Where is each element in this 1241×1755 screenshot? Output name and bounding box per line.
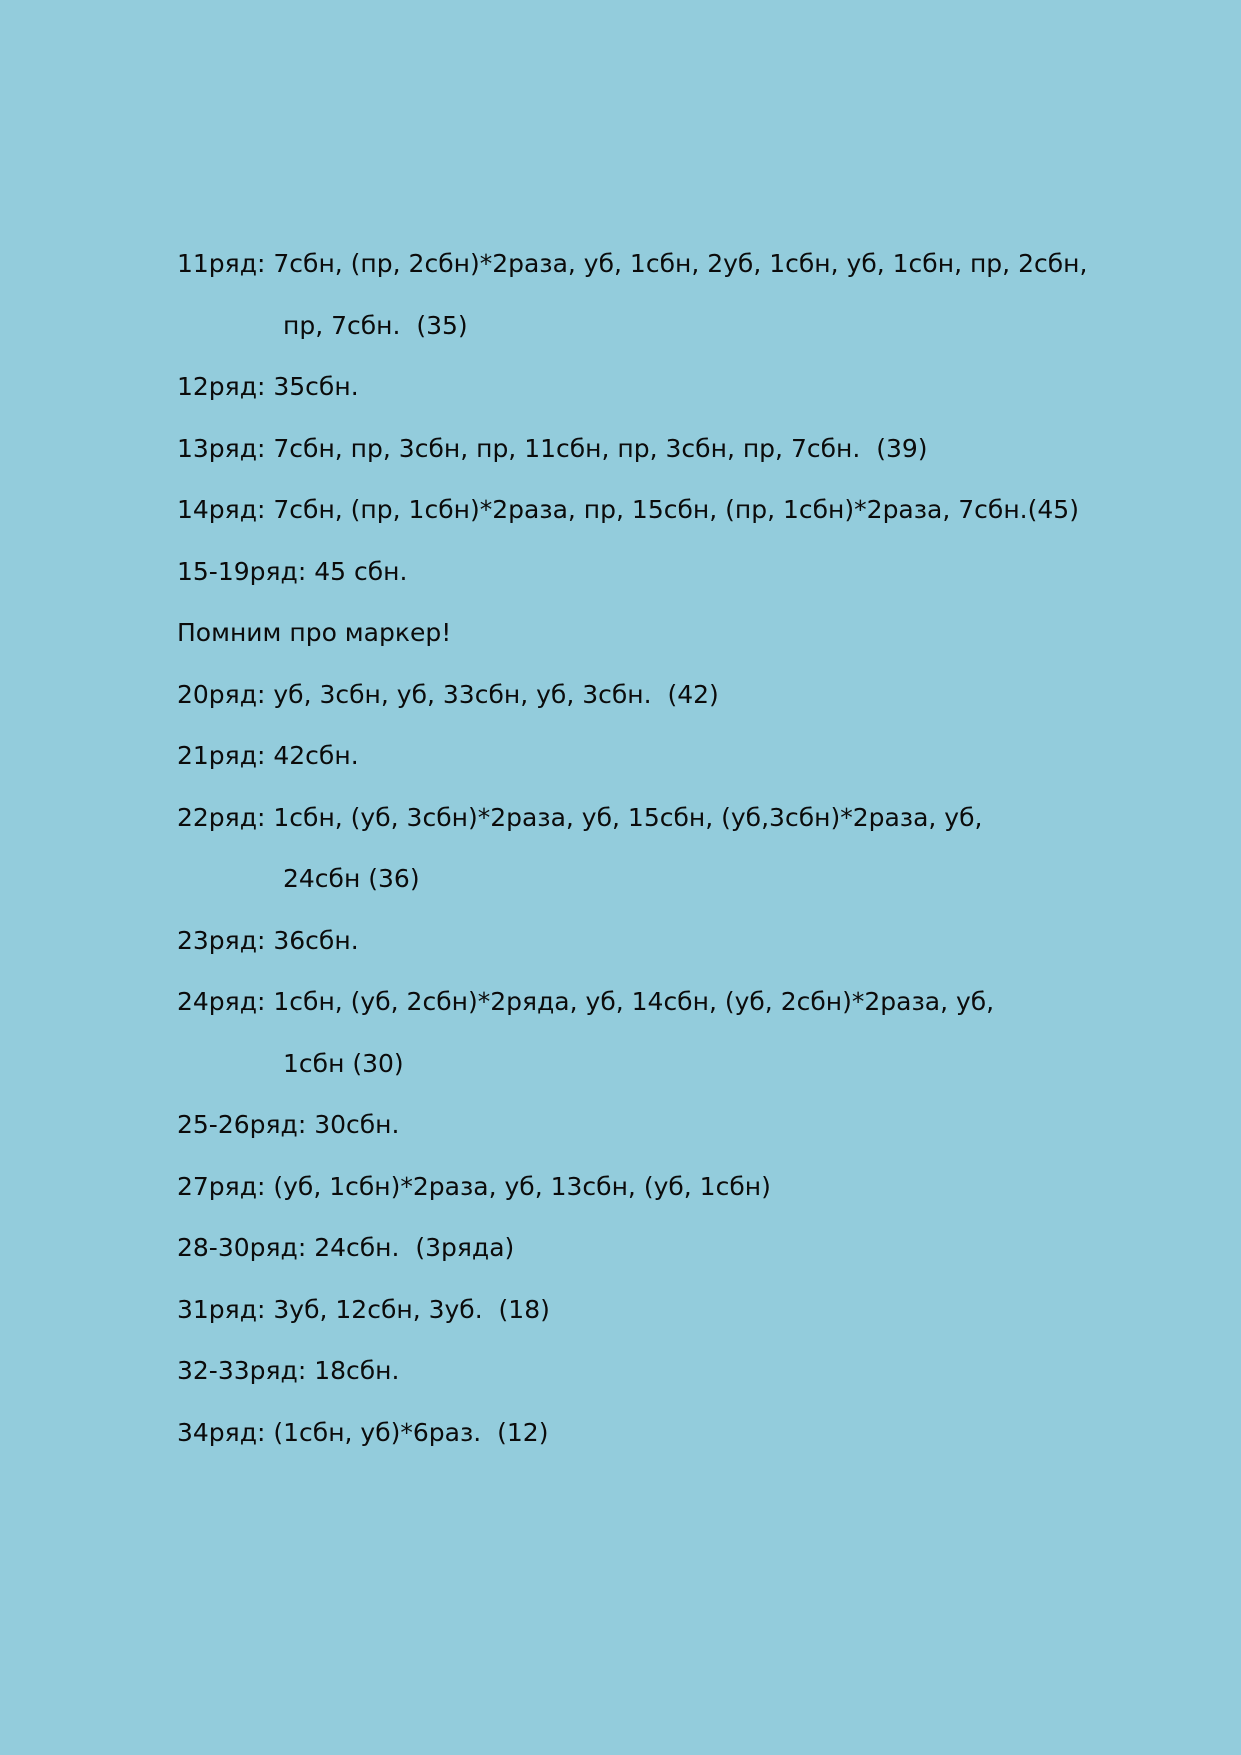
text-line: 15-19ряд: 45 сбн.: [177, 556, 408, 586]
text-line-continuation: 24сбн (36): [283, 864, 420, 893]
text-line: 28-30ряд: 24сбн. (3ряда): [177, 1233, 515, 1262]
text-line: 31ряд: 3уб, 12сбн, 3уб. (18): [177, 1294, 550, 1324]
text-line: 14ряд: 7сбн, (пр, 1сбн)*2раза, пр, 15сбн, (пр, 1сбн)*2раза, 7сбн.(45): [177, 495, 1079, 524]
text-line: 20ряд: уб, 3сбн, уб, 33сбн, уб, 3сбн. (42): [177, 679, 719, 709]
text-line: 13ряд: 7сбн, пр, 3сбн, пр, 11сбн, пр, 3сбн, пр, 7сбн. (39): [177, 433, 928, 463]
text-line: 24ряд: 1сбн, (уб, 2сбн)*2ряда, уб, 14сбн, (уб, 2сбн)*2раза, уб,: [177, 987, 995, 1016]
text-line: Помним про маркер!: [177, 618, 452, 647]
text-line-continuation: пр, 7сбн. (35): [283, 310, 468, 340]
text-line: 25-26ряд: 30сбн.: [177, 1110, 400, 1139]
text-line: 23ряд: 36сбн.: [177, 925, 359, 955]
text-line: 11ряд: 7сбн, (пр, 2сбн)*2раза, уб, 1сбн, 2уб, 1сбн, уб, 1сбн, пр, 2сбн,: [177, 249, 1088, 278]
document-body: [177, 233, 1177, 1463]
text-line: 21ряд: 42сбн.: [177, 741, 359, 770]
text-line-continuation: 1сбн (30): [283, 1048, 404, 1078]
text-line: 34ряд: (1сбн, уб)*6раз. (12): [177, 1417, 549, 1447]
text-line: 27ряд: (уб, 1сбн)*2раза, уб, 13сбн, (уб, 1сбн): [177, 1171, 771, 1201]
text-line: 32-33ряд: 18сбн.: [177, 1356, 400, 1385]
text-line: 12ряд: 35сбн.: [177, 372, 359, 401]
text-line: 22ряд: 1сбн, (уб, 3сбн)*2раза, уб, 15сбн, (уб,3сбн)*2раза, уб,: [177, 802, 983, 832]
